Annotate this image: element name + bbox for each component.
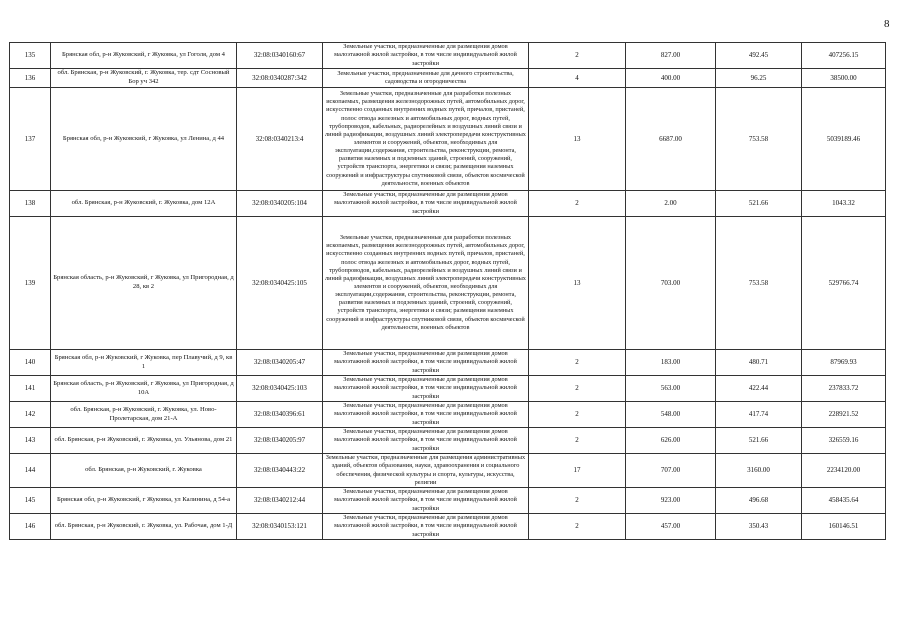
row-number: 135 [10,43,51,69]
cadastral-value-cell: 2234120.00 [802,454,886,488]
row-number: 141 [10,376,51,402]
address-cell: обл. Брянская, р-н Жуковский, г. Жуковка, дом 12А [51,191,237,217]
area-cell: 400.00 [626,69,716,88]
cadastral-number-cell: 32:08:0340212:44 [237,488,323,514]
table-row [10,488,886,514]
table-row [10,69,886,88]
area-cell: 703.00 [626,217,716,350]
cadastral-value-cell: 458435.64 [802,488,886,514]
land-use-cell: Земельные участки, предназначенные для размещения домов малоэтажной жилой застройки, в том числе индивидуальной жилой застройки [323,514,529,540]
address-cell: Брянская обл, р-н Жуковский, г Жуковка, ул Калинина, д 54-а [51,488,237,514]
cadastral-number-cell: 32:08:0340153:121 [237,514,323,540]
row-number: 146 [10,514,51,540]
table-body [10,43,886,540]
specific-value-cell: 521.66 [716,191,802,217]
cadastral-value-cell: 326559.16 [802,428,886,454]
specific-value-cell: 417.74 [716,402,802,428]
table-row [10,217,886,350]
area-cell: 827.00 [626,43,716,69]
land-use-cell: Земельные участки, предназначенные для разработки полезных ископаемых, размещения железнодорожных путей, автомобильных дорог, искусственно созданных внутренних водных путей, причалов, пристаней, полос отвода железных и автомобильных дорог, водных путей, трубопроводов, кабельных, радиорелейных и воздушных линий связи и линий радиофикации, воздушных линий электропередачи конструктивных элементов и сооружений, объектов, необходимых для эксплуатации,содержания, строительства, реконструкции, ремонта, развития наземных и подземных зданий, строений, сооружений, устройств транспорта, энергетики и связи; размещения наземных сооружений и инфраструктуры спутниковой связи, объектов космической деятельности, военных объектов [323,217,529,350]
group-number-cell: 17 [529,454,626,488]
page-number: 8 [884,18,890,30]
group-number-cell: 2 [529,428,626,454]
area-cell: 923.00 [626,488,716,514]
area-cell: 626.00 [626,428,716,454]
cadastral-number-cell: 32:08:0340425:103 [237,376,323,402]
specific-value-cell: 496.68 [716,488,802,514]
land-use-cell: Земельные участки, предназначенные для размещения домов малоэтажной жилой застройки, в том числе индивидуальной жилой застройки [323,43,529,69]
cadastral-number-cell: 32:08:0340213:4 [237,88,323,191]
group-number-cell: 2 [529,350,626,376]
row-number: 136 [10,69,51,88]
land-use-cell: Земельные участки, предназначенные для размещения административных зданий, объектов образования, науки, здравоохранения и социального обеспечения, физической культуры и спорта, культуры, искусства, религии [323,454,529,488]
area-cell: 183.00 [626,350,716,376]
group-number-cell: 2 [529,376,626,402]
specific-value-cell: 492.45 [716,43,802,69]
row-number: 138 [10,191,51,217]
row-number: 143 [10,428,51,454]
row-number: 137 [10,88,51,191]
cadastral-value-cell: 38500.00 [802,69,886,88]
cadastral-value-table [9,42,886,540]
land-use-cell: Земельные участки, предназначенные для разработки полезных ископаемых, размещения железнодорожных путей, автомобильных дорог, искусственно созданных внутренних водных путей, причалов, пристаней, полос отвода железных и автомобильных дорог, водных путей, трубопроводов, кабельных, радиорелейных и воздушных линий связи и линий радиофикации, воздушных линий электропередачи конструктивных элементов и сооружений, объектов, необходимых для эксплуатации,содержания, строительства, реконструкции, ремонта, развития наземных и подземных зданий, строений, сооружений, устройств транспорта, энергетики и связи; размещения наземных сооружений и инфраструктуры спутниковой связи, объектов космической деятельности, военных объектов [323,88,529,191]
area-cell: 548.00 [626,402,716,428]
table-row [10,514,886,540]
cadastral-value-cell: 87969.93 [802,350,886,376]
specific-value-cell: 350.43 [716,514,802,540]
row-number: 145 [10,488,51,514]
table-row [10,43,886,69]
cadastral-value-cell: 237833.72 [802,376,886,402]
address-cell: обл. Брянская, р-н Жуковский, г. Жуковка, тер. сдт Сосновый Бор уч 342 [51,69,237,88]
row-number: 144 [10,454,51,488]
cadastral-number-cell: 32:08:0340396:61 [237,402,323,428]
cadastral-number-cell: 32:08:0340443:22 [237,454,323,488]
cadastral-number-cell: 32:08:0340287:342 [237,69,323,88]
land-use-cell: Земельные участки, предназначенные для размещения домов малоэтажной жилой застройки, в том числе индивидуальной жилой застройки [323,376,529,402]
address-cell: обл. Брянская, р-н Жуковский, г. Жуковка, ул. Рабочая, дом 1-Д [51,514,237,540]
area-cell: 457.00 [626,514,716,540]
area-cell: 707.00 [626,454,716,488]
cadastral-value-cell: 160146.51 [802,514,886,540]
land-use-cell: Земельные участки, предназначенные для размещения домов малоэтажной жилой застройки, в том числе индивидуальной жилой застройки [323,428,529,454]
address-cell: обл. Брянская, р-н Жуковский, г. Жуковка, ул. Ново-Пролетарская, дом 21-А [51,402,237,428]
cadastral-number-cell: 32:08:0340425:105 [237,217,323,350]
row-number: 142 [10,402,51,428]
area-cell: 2.00 [626,191,716,217]
specific-value-cell: 422.44 [716,376,802,402]
group-number-cell: 2 [529,191,626,217]
cadastral-value-cell: 228921.52 [802,402,886,428]
specific-value-cell: 3160.00 [716,454,802,488]
specific-value-cell: 753.58 [716,217,802,350]
table-row [10,428,886,454]
row-number: 140 [10,350,51,376]
table-row [10,88,886,191]
land-use-cell: Земельные участки, предназначенные для размещения домов малоэтажной жилой застройки, в том числе индивидуальной жилой застройки [323,191,529,217]
address-cell: Брянская обл, р-н Жуковский, г Жуковка, ул Гоголя, дом 4 [51,43,237,69]
cadastral-value-cell: 529766.74 [802,217,886,350]
address-cell: обл. Брянская, р-н Жуковский, г. Жуковка [51,454,237,488]
group-number-cell: 13 [529,217,626,350]
land-use-cell: Земельные участки, предназначенные для размещения домов малоэтажной жилой застройки, в том числе индивидуальной жилой застройки [323,402,529,428]
group-number-cell: 2 [529,514,626,540]
table-row [10,402,886,428]
group-number-cell: 2 [529,402,626,428]
land-use-cell: Земельные участки, предназначенные для размещения домов малоэтажной жилой застройки, в том числе индивидуальной жилой застройки [323,488,529,514]
group-number-cell: 2 [529,43,626,69]
specific-value-cell: 521.66 [716,428,802,454]
address-cell: Брянская область, р-н Жуковский, г Жуковка, ул Пригородная, д 28, кв 2 [51,217,237,350]
table-row [10,454,886,488]
table-row [10,191,886,217]
address-cell: Брянская обл, р-н Жуковский, г Жуковка, пер Плавучий, д 9, кв 1 [51,350,237,376]
group-number-cell: 4 [529,69,626,88]
table-row [10,350,886,376]
cadastral-value-cell: 5039189.46 [802,88,886,191]
specific-value-cell: 480.71 [716,350,802,376]
address-cell: Брянская область, р-н Жуковский, г Жуковка, ул Пригородная, д 10А [51,376,237,402]
cadastral-value-cell: 1043.32 [802,191,886,217]
area-cell: 6687.00 [626,88,716,191]
specific-value-cell: 753.58 [716,88,802,191]
address-cell: обл. Брянская, р-н Жуковский, г. Жуковка, ул. Ульянова, дом 21 [51,428,237,454]
table-row [10,376,886,402]
group-number-cell: 2 [529,488,626,514]
row-number: 139 [10,217,51,350]
specific-value-cell: 96.25 [716,69,802,88]
cadastral-number-cell: 32:08:0340205:47 [237,350,323,376]
land-use-cell: Земельные участки, предназначенные для дачного строительства, садоводства и огородничества [323,69,529,88]
cadastral-number-cell: 32:08:0340205:104 [237,191,323,217]
cadastral-number-cell: 32:08:0340205:97 [237,428,323,454]
cadastral-value-cell: 407256.15 [802,43,886,69]
group-number-cell: 13 [529,88,626,191]
land-use-cell: Земельные участки, предназначенные для размещения домов малоэтажной жилой застройки, в том числе индивидуальной жилой застройки [323,350,529,376]
cadastral-number-cell: 32:08:0340160:67 [237,43,323,69]
area-cell: 563.00 [626,376,716,402]
address-cell: Брянская обл, р-н Жуковский, г Жуковка, ул Ленина, д 44 [51,88,237,191]
